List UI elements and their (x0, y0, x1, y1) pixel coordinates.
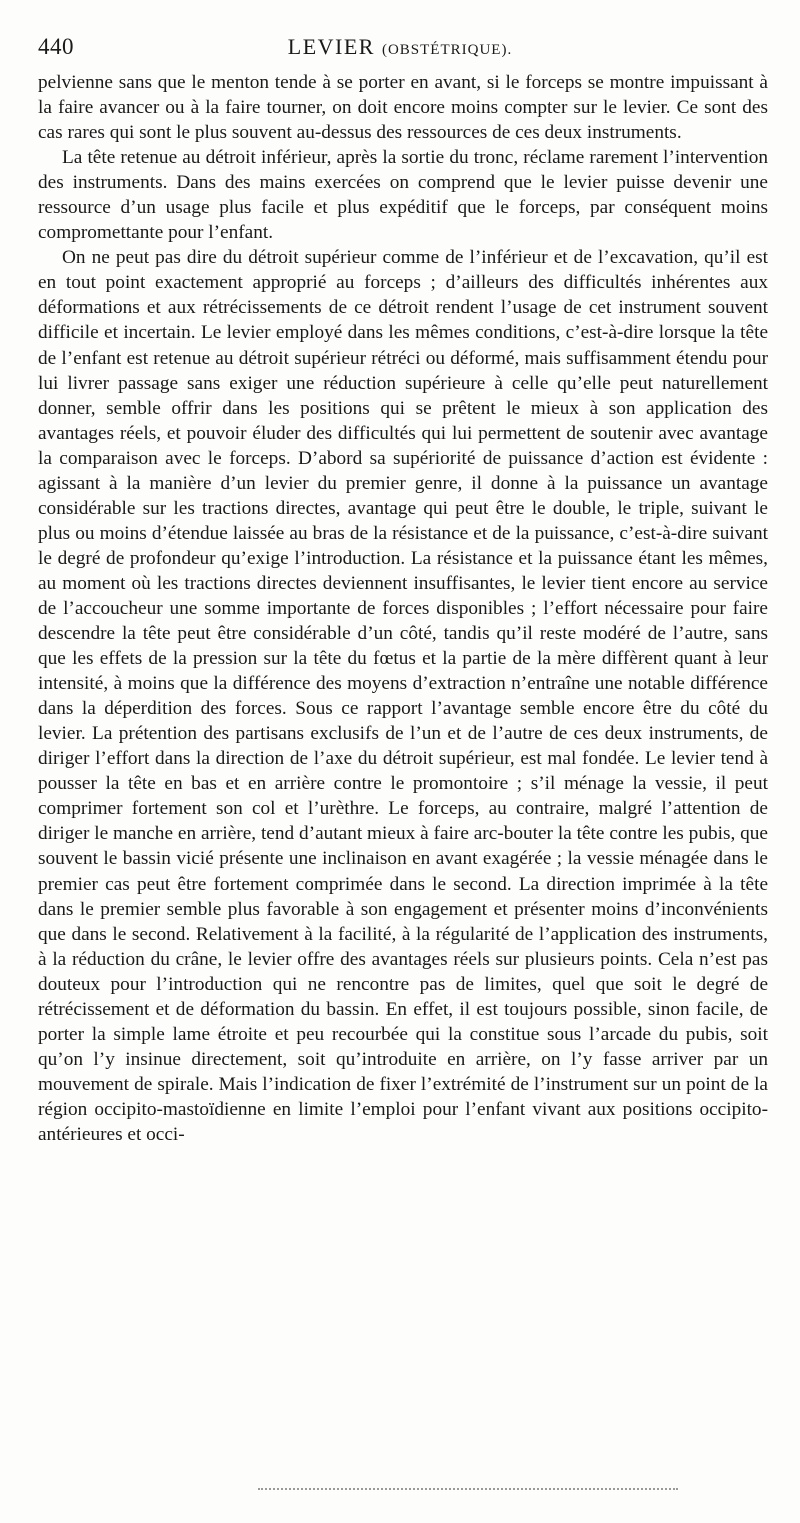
body-text (38, 70, 768, 1147)
running-title-main: LEVIER (287, 34, 375, 59)
page-header (38, 34, 762, 68)
running-title-subtitle: (OBSTÉTRIQUE). (381, 42, 513, 58)
paragraph: La tête retenue au détroit inférieur, après la sortie du tronc, réclame rarement l’intervention des instruments. Dans des mains exercées on comprend que le levier puisse devenir une ressource d’un usage plus facile et plus expéditif que le forceps, par conséquent moins compromettante pour l’enfant. (38, 147, 768, 244)
paragraph-continued: pelvienne sans que le menton tende à se porter en avant, si le forceps se montre impuissant à la faire avancer ou à la faire tourner, on doit encore moins compter sur le levier. Ce sont des cas rares qui sont le plus souvent au-dessus des ressources de ces deux instruments. (38, 72, 768, 144)
page-number: 440 (38, 34, 74, 59)
running-title (38, 34, 762, 60)
footer-dotted-rule (258, 1488, 678, 1490)
paragraph: On ne peut pas dire du détroit supérieur comme de l’inférieur et de l’excavation, qu’il est en tout point exactement approprié au forceps ; d’ailleurs des difficultés inhérentes aux déformations et aux rétrécissements de ce détroit rendent l’usage de cet instrument souvent difficile et incertain. Le levier employé dans les mêmes conditions, c’est-à-dire lorsque la tête de l’enfant est retenue au détroit supérieur rétréci ou déformé, mais suffisamment étendu pour lui livrer passage sans exiger une réduction supérieure à celle qu’elle peut naturellement donner, semble offrir dans les positions qui se prêtent le mieux à son application des avantages réels, et pouvoir éluder des difficultés qui lui permettent de soutenir avec avantage la comparaison avec le forceps. D’abord sa supériorité de puissance d’action est évidente : agissant à la manière d’un levier du premier genre, il donne à la puissance un avantage considérable sur les tractions directes, avantage qui peut être le double, le triple, suivant le plus ou moins d’étendue laissée au bras de la résistance et de la puissance, c’est-à-dire suivant le degré de profondeur qu’exige l’introduction. La résistance et la puissance étant les mêmes, au moment où les tractions directes deviennent insuffisantes, le levier tient encore au service de l’accoucheur une somme importante de forces disponibles ; l’effort nécessaire pour faire descendre la tête peut être considérable d’un côté, tandis qu’il reste modéré de l’autre, sans que les effets de la pression sur la tête du fœtus et la partie de la mère diffèrent quant à leur intensité, à moins que la différence des moyens d’extraction n’entraîne une notable différence dans la déperdition des forces. Sous ce rapport l’avantage semble encore être du côté du levier. La prétention des partisans exclusifs de l’un et de l’autre de ces deux instruments, de diriger l’effort dans la direction de l’axe du détroit supérieur, est mal fondée. Le levier tend à pousser la tête en bas et en arrière contre le promontoire ; s’il ménage la vessie, il peut comprimer fortement son col et l’urèthre. Le forceps, au contraire, malgré l’attention de diriger le manche en arrière, tend d’autant mieux à faire arc-bouter la tête contre les pubis, que souvent le bassin vicié présente une inclinaison en avant exagérée ; la vessie ménagée dans le premier cas peut être fortement comprimée dans le second. La direction imprimée à la tête dans le premier semble plus favorable à son engagement et présenter moins d’inconvénients que dans le second. Relativement à la facilité, à la régularité de l’application des instruments, à la réduction du crâne, le levier offre des avantages réels sur plusieurs points. Cela n’est pas douteux pour l’introduction qui ne rencontre pas de limites, quel que soit le degré de rétrécissement et de déformation du bassin. En effet, il est toujours possible, sinon facile, de porter la simple lame étroite et peu recourbée qui la constitue sous l’arcade du pubis, soit qu’on l’y insinue directement, soit qu’introduite en arrière, on l’y fasse arriver par un mouvement de spirale. Mais l’indication de fixer l’extrémité de l’instrument sur un point de la région occipito-mastoïdienne en limite l’emploi pour l’enfant vivant aux positions occipito-antérieures et occi- (38, 247, 768, 1145)
